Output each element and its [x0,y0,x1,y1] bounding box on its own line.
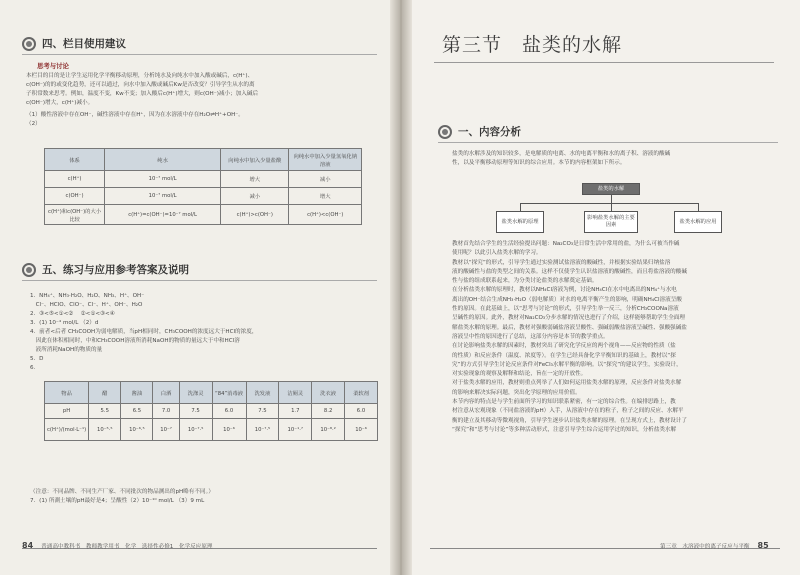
table-header-cell: “84”消毒液 [212,382,246,404]
diagram-connector [611,195,612,203]
table-cell: 10⁻⁶·⁵ [121,419,153,441]
text-line: 究”的方式引导学生讨论反应条件对FeCl₃水解平衡的影响。以“探究”的建议学生，实验设计， [452,361,682,368]
table-cell: c(H⁺)和c(OH⁻)的大小比较 [45,205,105,225]
body-text [452,240,788,435]
left-footer [22,541,213,550]
table-header-cell: 柔软剂 [345,382,378,404]
diagram-node: 盐类水解的原理 [496,211,544,233]
table-row [45,205,362,225]
diagram-connector [520,203,521,211]
text-line: （1）酸性溶液中存在OH⁻，碱性溶液中存在H⁺，因为在水溶液中存在H₂O⇌H⁺+OH⁻。 [26,112,244,118]
intro-text [452,150,782,168]
table-cell: 10⁻⁷·⁵ [179,419,212,441]
section4-title: 四、栏目使用建议 [42,38,126,50]
table-header-cell: 向纯水中加入少量盐酸 [221,149,289,171]
table-header-cell: 纯水 [105,149,221,171]
text-line: 对于盐类水解的应用，教材则重点列举了人们如何运用盐类水解的原理，反应条件对盐类水解 [452,380,682,387]
think-discuss-label: 思考与讨论 [37,62,69,70]
text-line: 衡的建立及其移动等微观视角，引导学生逐步认识盐类水解的原理。在呈现方式上，教材设计了 [452,417,687,424]
answer-line: 2．③<⑤<①<② ②<①<③<④ [30,311,115,317]
footer-text: 第三章 水溶液中的离子反应与平衡 [660,543,750,550]
table-cell: 10⁻¹·⁷ [279,419,312,441]
text-line: 性的原因。在此基础上，以“思考与讨论”的形式，引导学生举一反三，分析CH₃COONa溶液 [452,306,679,313]
right-page [402,0,800,575]
answer-line: 6. [30,365,36,371]
text-line: 在分析盐类水解的原理时，教材以NH₄Cl溶液为例，讨论NH₄Cl在水中电离出的NH₄⁺与水电 [452,287,677,294]
section1-rule [438,142,778,143]
table-header-cell: 物品 [45,382,89,404]
table-header-cell: 向纯水中加入少量氢氧化钠溶液 [289,149,362,171]
chapter-title: 第三节 盐类的水解 [442,34,623,56]
table-cell: 增大 [289,188,362,205]
text-line: 液的酸碱性与盐的类型之间的关系。这样不仅使学生认识盐溶液的酸碱性，而且将盐溶液的酸碱 [452,268,687,275]
section5-answers [30,292,380,373]
table-cell: 7.0 [153,404,179,419]
section4-heading [22,36,126,51]
table-header-cell: 酱油 [121,382,153,404]
section5-rule [22,280,377,281]
table-header-cell: 醋 [89,382,121,404]
table-cell: c(H⁺)=c(OH⁻)=10⁻⁷ mol/L [105,205,221,225]
answer-line: Cl⁻、HClO、ClO⁻、Cl⁻、H⁺、OH⁻、H₂O [30,302,143,308]
table-cell: 8.2 [312,404,345,419]
text-line: 教材首先结合学生的生活经验提出问题：Na₂CO₃是日常生活中常用的盐，为什么可被当作碱 [452,241,680,247]
table-header-cell: 洗涤灵 [179,382,212,404]
text-line: 材注意从宏观现象（不同盐溶液的pH）入手，从溶液中存在的粒子，粒子之间的反应、水解平 [452,408,684,415]
text-line: 的性质）和反应条件（温度、浓度等）。在学生已经具备化学平衡知识的基础上，教材以“探 [452,352,676,359]
text-line: 离出的OH⁻结合生成NH₃·H₂O（弱电解质）对水的电离平衡产生的影响，明确NH₄Cl溶液呈酸 [452,296,682,303]
table-header-cell: 洁厕灵 [279,382,312,404]
diagram-root: 盐类的水解 [582,183,640,195]
section1-heading [438,124,521,139]
ph-table [44,381,378,441]
title-rule [434,62,774,63]
table-row [45,404,378,419]
table-cell: c(H⁺)/(mol·L⁻¹) [45,419,89,441]
diagram-connector [611,203,612,211]
text-line: c(OH⁻)的的或变化趋势，还可以通过，向水中加入酸或碱后Kw是否改变？引导学生从水的离 [26,82,255,88]
answer-line: 7．(1) 所測土壤的pH最好是4；呈酸性（2）10⁻¹⁰ mol/L （3）9 mL [30,498,205,504]
table-row [45,171,362,188]
table-cell: 10⁻⁵·⁵ [89,419,121,441]
table-row [45,188,362,205]
section4-text [26,72,381,129]
book-gutter [390,0,412,575]
table-cell: c(H⁺)>c(OH⁻) [221,205,289,225]
section5-notes [30,488,380,506]
table-cell: 5.5 [89,404,121,419]
answer-line: 1．NH₄⁺、NH₃·H₂O、H₂O、NH₃、H⁺、OH⁻ [30,293,145,299]
table-cell: 7.5 [179,404,212,419]
footer-text: 普通高中教科书 教师教学用书 化学 选择性必修1 化学反应原理 [41,543,213,550]
table-header-cell: 体系 [45,149,105,171]
table-cell: 10⁻⁷·⁵ [246,419,279,441]
table-header-cell: 洗发液 [246,382,279,404]
text-line: “探究”和“思考与讨论”等多种活动形式，注意引导学生综合运用学过的知识，分析盐类水解 [452,426,677,433]
text-line: 盐类的水解涉及的知识较多，是电解质的电离、水的电离平衡和水的离子积、溶液的酸碱 [452,151,671,157]
diagram-connector [698,203,699,211]
table-cell: c(H⁺) [45,171,105,188]
section-bullet-icon [22,263,36,277]
table-header-row [45,382,378,404]
answer-line: （注意：不同品牌、不同生产厂家、不同批次的物品测出的pH略有不同。） [30,489,214,495]
table-cell: 10⁻⁶ [212,419,246,441]
table-cell: 7.5 [246,404,279,419]
text-line: 本栏目的目的是让学生运用化学平衡移动原理，分析纯水及向纯水中加入酸或碱后，c(H⁺)、 [26,73,254,79]
page-number: 85 [757,541,769,550]
text-line: 呈碱性的原因。此外，教材对Na₂CO₃分步水解的情况也进行了介绍，这样能够帮助学生全面理 [452,315,685,322]
answer-line: 3．(1) 10⁻⁴ mol/L （2）d [30,320,99,326]
table-header-cell: 白酒 [153,382,179,404]
text-line: 使用呢？以此引入盐类水解的学习。 [452,250,542,257]
table-cell: 10⁻⁸·² [312,419,345,441]
text-line: c(OH⁻)增大，c(H⁺)减小。 [26,100,94,106]
table-cell: 10⁻⁷ [153,419,179,441]
section4-rule [22,54,377,55]
text-line: 的影响来解决实际问题，突出化学原理的应用价值。 [452,389,581,396]
text-line: 性与盐的组成联系起来，为分类讨论盐类的水解奠定基础。 [452,278,598,285]
answer-line: 5．D [30,356,44,362]
answer-line: 液所消耗NaOH的物质的量 [30,347,103,353]
table-cell: 6.0 [212,404,246,419]
table-cell: pH [45,404,89,419]
answer-line: 因此在体积相同时，中和CH₃COOH溶液所消耗NaOH的物质的量远大于中和HCl溶 [30,338,240,344]
diagram-node: 影响盐类水解的主要因素 [584,211,638,233]
table-cell: 6.5 [121,404,153,419]
table-cell: 10⁻⁶ [345,419,378,441]
section-bullet-icon [438,125,452,139]
text-line: 在讨论影响盐类水解的因素时，教材突出了研究化学反应的两个视角——反应物的性质（盐 [452,343,676,350]
text-line: 子积常数来思考。例如，温度不变，Kw不变；加入酸后c(H⁺)增大，则c(OH⁻)减小；加入碱后 [26,91,259,97]
text-line: 溶液呈中性的原因进行了总结，这部分内容是本节的教学重点。 [452,333,609,340]
text-line: 解盐类水解的原理。最后，教材对强酸弱碱盐溶液呈酸性、强碱弱酸盐溶液呈碱性、强酸强碱盐 [452,324,687,331]
table-cell: c(H⁺)<c(OH⁻) [289,205,362,225]
answer-line: 4．前者<后者 CH₃COOH为弱电解质，当pH相同时，CH₃COOH的浓度远大于HCl的浓度， [30,329,258,335]
table-cell: 10⁻⁷ mol/L [105,188,221,205]
table-cell: 减小 [221,188,289,205]
table-cell: 6.0 [345,404,378,419]
section5-title: 五、练习与应用参考答案及说明 [42,264,189,276]
section1-title: 一、内容分析 [458,126,521,138]
table-cell: 减小 [289,171,362,188]
text-line: 对实验现象的观察及解释和结论，旨在一定的开放性。 [452,371,587,378]
table-cell: c(OH⁻) [45,188,105,205]
table-row [45,419,378,441]
page-number: 84 [22,541,34,550]
table-header-cell: 洗衣液 [312,382,345,404]
table-cell: 增大 [221,171,289,188]
right-footer [660,541,769,550]
diagram-node: 盐类水解的应用 [674,211,722,233]
table-header-row [45,149,362,171]
diagram-connector [520,203,698,204]
table-cell: 1.7 [279,404,312,419]
section5-heading [22,262,189,277]
text-line: 教材以“探究”的形式，引导学生通过实验测试盐溶液的酸碱性，并根据实验结果归纳盐溶 [452,259,671,266]
text-line: 性，以及平衡移动原理等知识的综合应用。本节的内容框架如下所示。 [452,160,626,166]
text-line: 本节内容的特点是与学生前面所学习的知识联系紧密，有一定的综合性。在编排思路上，教 [452,399,676,406]
text-line: （2） [26,121,41,127]
left-page [0,0,398,575]
section-bullet-icon [22,37,36,51]
table-cell: 10⁻⁷ mol/L [105,171,221,188]
water-ion-table [44,148,362,225]
